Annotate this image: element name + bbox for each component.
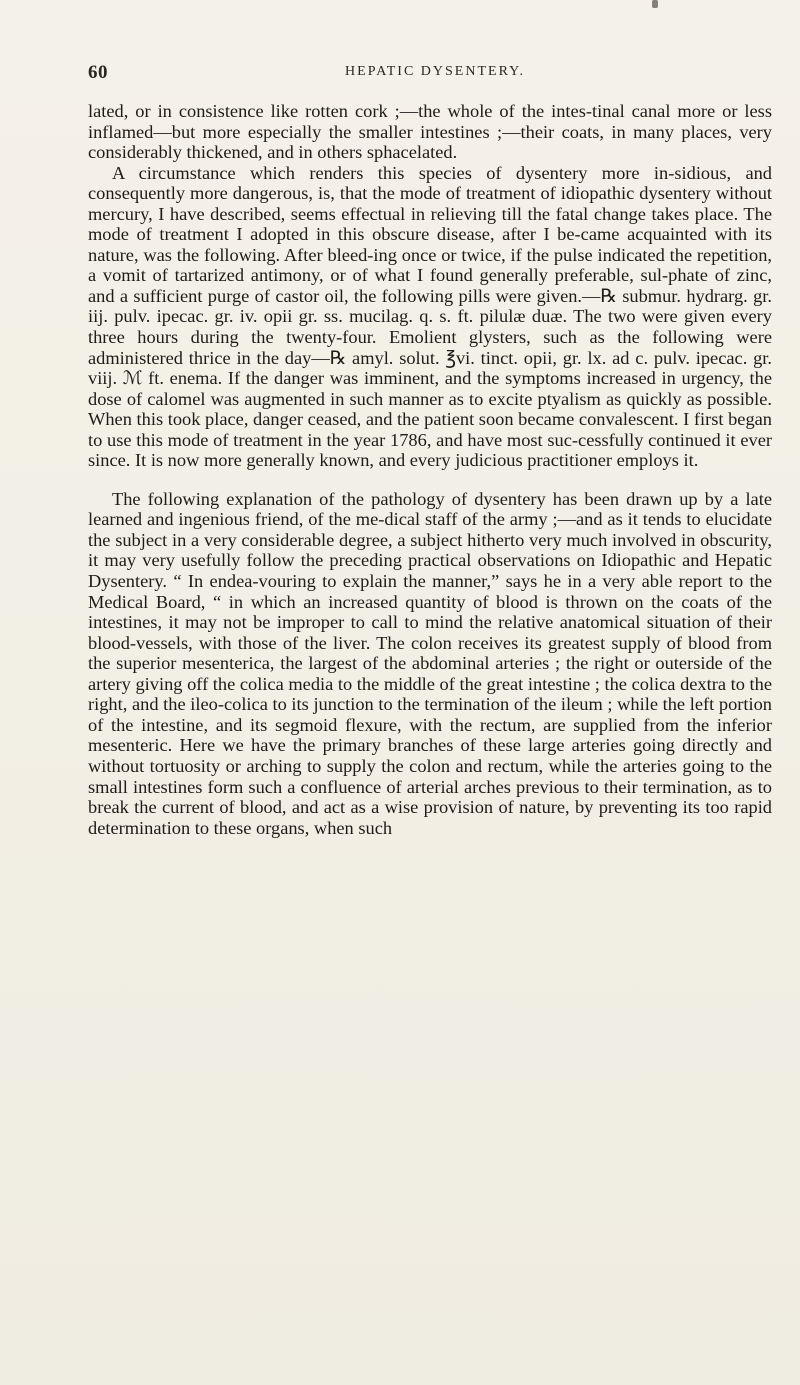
paragraph-treatment: A circumstance which renders this species of dysentery more in-sidious, and consequently more dangerous, is, that the mode of treatment of idiopathic dysentery without mercury, I have described, seems effectual in relieving till the fatal change takes place. The mode of treatment I adopted in this obscure disease, after I be-came acquainted with its nature, was the following. After bleed-ing once or twice, if the pulse indicated the repetition, a vomit of tartarized antimony, or of what I found generally preferable, sul-phate of zinc, and a sufficient purge of castor oil, the following pills were given.—℞ submur. hydrarg. gr. iij. pulv. ipecac. gr. iv. opii gr. ss. mucilag. q. s. ft. pilulæ duæ. The two were given every three hours during the twenty-four. Emolient glysters, such as the following were administered thrice in the day—℞ amyl. solut. ℥vi. tinct. opii, gr. lx. ad c. pulv. ipecac. gr. viij. ℳ ft. enema. If the danger was imminent, and the symptoms increased in urgency, the dose of calomel was augmented in such manner as to excite ptyalism as quickly as possible. When this took place, danger ceased, and the patient soon became convalescent. I first began to use this mode of treatment in the year 1786, and have most suc-cessfully continued it ever since. It is now more generally known, and every judicious practitioner employs it. [88, 162, 772, 471]
print-speck [652, 0, 658, 8]
page-number: 60 [88, 62, 108, 83]
page-header [88, 62, 772, 86]
running-title: HEPATIC DYSENTERY. [345, 64, 525, 79]
paragraph-pathology: The following explanation of the pathology of dysentery has been drawn up by a late learned and ingenious friend, of the me-dical staff of the army ;—and as it tends to elucidate the subject in a very considerable degree, a subject hitherto very much involved in obscurity, it may very usefully follow the preceding practical observations on Idiopathic and Hepatic Dysentery. “ In endea-vouring to explain the manner,” says he in a very able report to the Medical Board, “ in which an increased quantity of blood is thrown on the coats of the intestines, it may not be improper to call to mind the relative anatomical situation of their blood-vessels, with those of the liver. The colon receives its greatest supply of blood from the superior mesenterica, the largest of the abdominal arteries ; the right or outerside of the artery giving off the colica media to the middle of the great intestine ; the colica dextra to the right, and the ileo-colica to its junction to the termination of the ileum ; while the left portion of the intestine, and its segmoid flexure, with the rectum, are supplied from the inferior mesenteric. Here we have the primary branches of these large arteries going directly and without tortuosity or arching to supply the colon and rectum, while the arteries going to the small intestines form such a confluence of arterial arches previous to their termination, as to break the current of blood, and act as a wise provision of nature, by preventing its too rapid determination to these organs, when such [88, 488, 772, 838]
paragraph-continuation: lated, or in consistence like rotten cork ;—the whole of the intes-tinal canal more or less inflamed—but more especially the smaller intestines ;—their coats, in many places, very considerably thickened, and in others sphacelated. [88, 101, 772, 163]
body-text [88, 101, 772, 838]
